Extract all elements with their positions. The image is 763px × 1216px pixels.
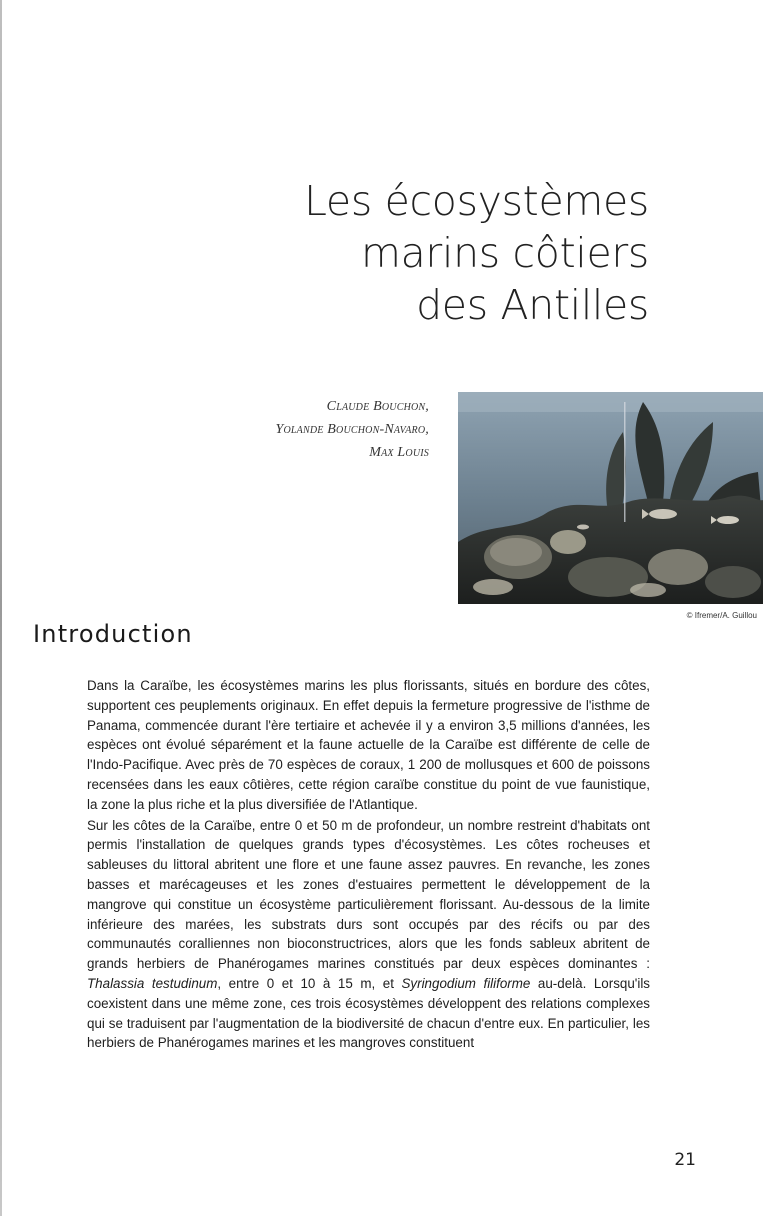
author-1: Claude Bouchon, (326, 399, 429, 414)
author-3: Max Louis (369, 445, 429, 460)
chapter-title-line-1: Les écosystèmes (304, 177, 649, 226)
page-number: 21 (674, 1150, 696, 1170)
paragraph-2-text-2: , entre 0 et 10 à 15 m, et (217, 975, 402, 991)
paragraph-1: Dans la Caraïbe, les écosystèmes marins les plus florissants, situés en bordure des côtes, supportent ces peuplements originaux. En effet depuis la fermeture progressive de l'isthme de Panama, commencée durant l'ère tertiaire et achevée il y a environ 3,5 millions d'années, les espèces ont évolué séparément et la faune actuelle de la Caraïbe est différente de celle de l'Indo-Pacifique. Avec près de 70 espèces de coraux, 1 200 de mollusques et 600 de poissons recensées dans les eaux côtières, cette région caraïbe constitue du point de vue faunistique, la zone la plus riche et la plus diversifiée de l'Atlantique. (87, 678, 650, 812)
author-2: Yolande Bouchon-Navaro, (275, 422, 429, 437)
chapter-title-line-3: des Antilles (416, 281, 649, 330)
chapter-title-line-2: marins côtiers (360, 229, 649, 278)
species-name-syringodium: Syringodium filiforme (401, 975, 531, 991)
photo-credit: © Ifremer/A. Guillou (686, 611, 757, 620)
paragraph-2-text-1: Sur les côtes de la Caraïbe, entre 0 et 50 m de profondeur, un nombre restreint d'habitats ont permis l'installation de quelques grands types d'écosystèmes. Les côtes rocheuses et sableuses du littoral abritent une flore et une faune assez pauvres. En revanche, les zones basses et marécageuses et les zones d'estuaires permettent le développement de la mangrove qui constitue un écosystème particulièrement florissant. Au-dessous de la limite inférieure des marées, les substrats durs sont occupés par des récifs ou par des communautés coralliennes non bioconstructrices, alors que les fonds sableux abritent de grands herbiers de Phanérogames marines constitués par deux espèces dominantes : (87, 817, 650, 972)
paragraph-2-text-3: au-delà. Lorsqu'ils coexistent dans une même zone, ces trois écosystèmes développent des relations complexes qui se traduisent par l'augmentation de la biodiversité de chacun d'entre eux. En particulier, les herbiers de Phanérogames marines et les mangroves constituent (87, 975, 651, 1051)
coral-reef-photo (458, 392, 763, 604)
section-heading: Introduction (33, 620, 193, 648)
body-text (87, 676, 650, 1053)
author-list (276, 395, 429, 464)
chapter-title (304, 175, 649, 331)
paragraph-2 (87, 816, 650, 1054)
species-name-thalassia: Thalassia testudinum (87, 975, 218, 991)
page-binding-edge (0, 0, 2, 1216)
